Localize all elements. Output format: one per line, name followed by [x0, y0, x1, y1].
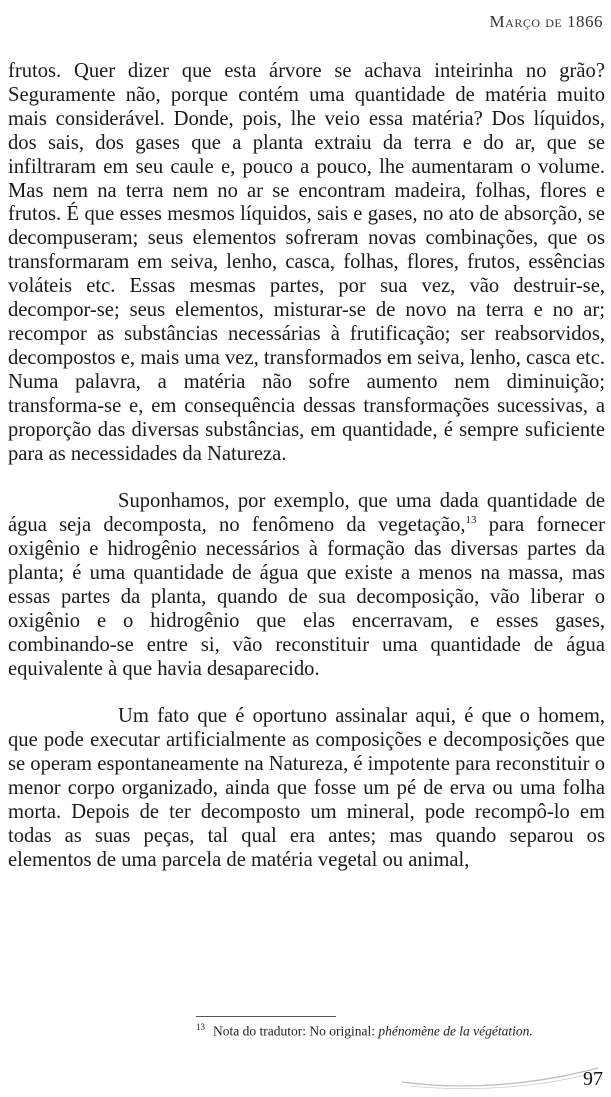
footnote [196, 1022, 533, 1040]
paragraph-2-text-a: Suponhamos, por exemplo, que uma dada quantidade de água seja decomposta, no fenômeno da vegetação, [8, 490, 605, 537]
paragraph-2 [8, 490, 605, 681]
footnote-reference: 13 [465, 514, 477, 527]
paragraph-3: Um fato que é oportuno assinalar aqui, é que o homem, que pode executar artificialmente as composições e decomposições que se operam espontaneamente na Natureza, é impotente para reconstituir o menor corpo organizado, ainda que fosse um pé de erva ou uma folha morta. Depois de ter decomposto um mineral, pode recompô-lo em todas as suas peças, tal qual era antes; mas quando separou os elementos de uma parcela de matéria vegetal ou animal, [8, 705, 605, 871]
page-number: 97 [583, 1068, 603, 1090]
running-head: Março de 1866 [489, 12, 603, 31]
paragraph-2-text-b: para fornecer oxigênio e hidrogênio necessários à formação das diversas partes da planta; é uma quantidade de água que existe a menos na massa, mas essas partes da planta, quando de sua decomposição, vão liberar o oxigênio e o hidrogênio que elas encerravam, e esses gases, combinando-se entre si, vão reconstituir uma quantidade de água equivalente à que havia desaparecido. [8, 514, 606, 680]
footnote-number: 13 [196, 1022, 205, 1032]
footnote-text: Nota do tradutor: No original: [213, 1023, 379, 1039]
page-ornament-swoosh [400, 1060, 600, 1090]
body-text [8, 60, 605, 873]
footnote-divider [196, 1016, 336, 1017]
paragraph-1: frutos. Quer dizer que esta árvore se achava inteirinha no grão? Seguramente não, porque contém uma quantidade de matéria muito mais considerável. Donde, pois, lhe veio essa matéria? Dos líquidos, dos sais, dos gases que a planta extraiu da terra e do ar, que se infiltraram em seu caule e, pouco a pouco, lhe aumentaram o volume. Mas nem na terra nem no ar se encontram madeira, folhas, flores e frutos. É que esses mesmos líquidos, sais e gases, no ato de absorção, se decompuseram; seus elementos sofreram novas combinações, que os transformaram em seiva, lenho, casca, folhas, flores, frutos, essências voláteis etc. Essas mesmas partes, por sua vez, vão destruir-se, decompor-se; seus elementos, misturar-se de novo na terra e no ar; recompor as substâncias necessárias à frutificação; ser reabsorvidos, decompostos e, mais uma vez, transformados em seiva, lenho, casca etc. Numa palavra, a matéria não sofre aumento nem diminuição; transforma-se e, em consequência dessas transformações sucessivas, a proporção das diversas substâncias, em quantidade, é sempre suficiente para as necessidades da Natureza. [8, 60, 605, 465]
footnote-italic: phénomène de la végétation. [378, 1023, 533, 1039]
